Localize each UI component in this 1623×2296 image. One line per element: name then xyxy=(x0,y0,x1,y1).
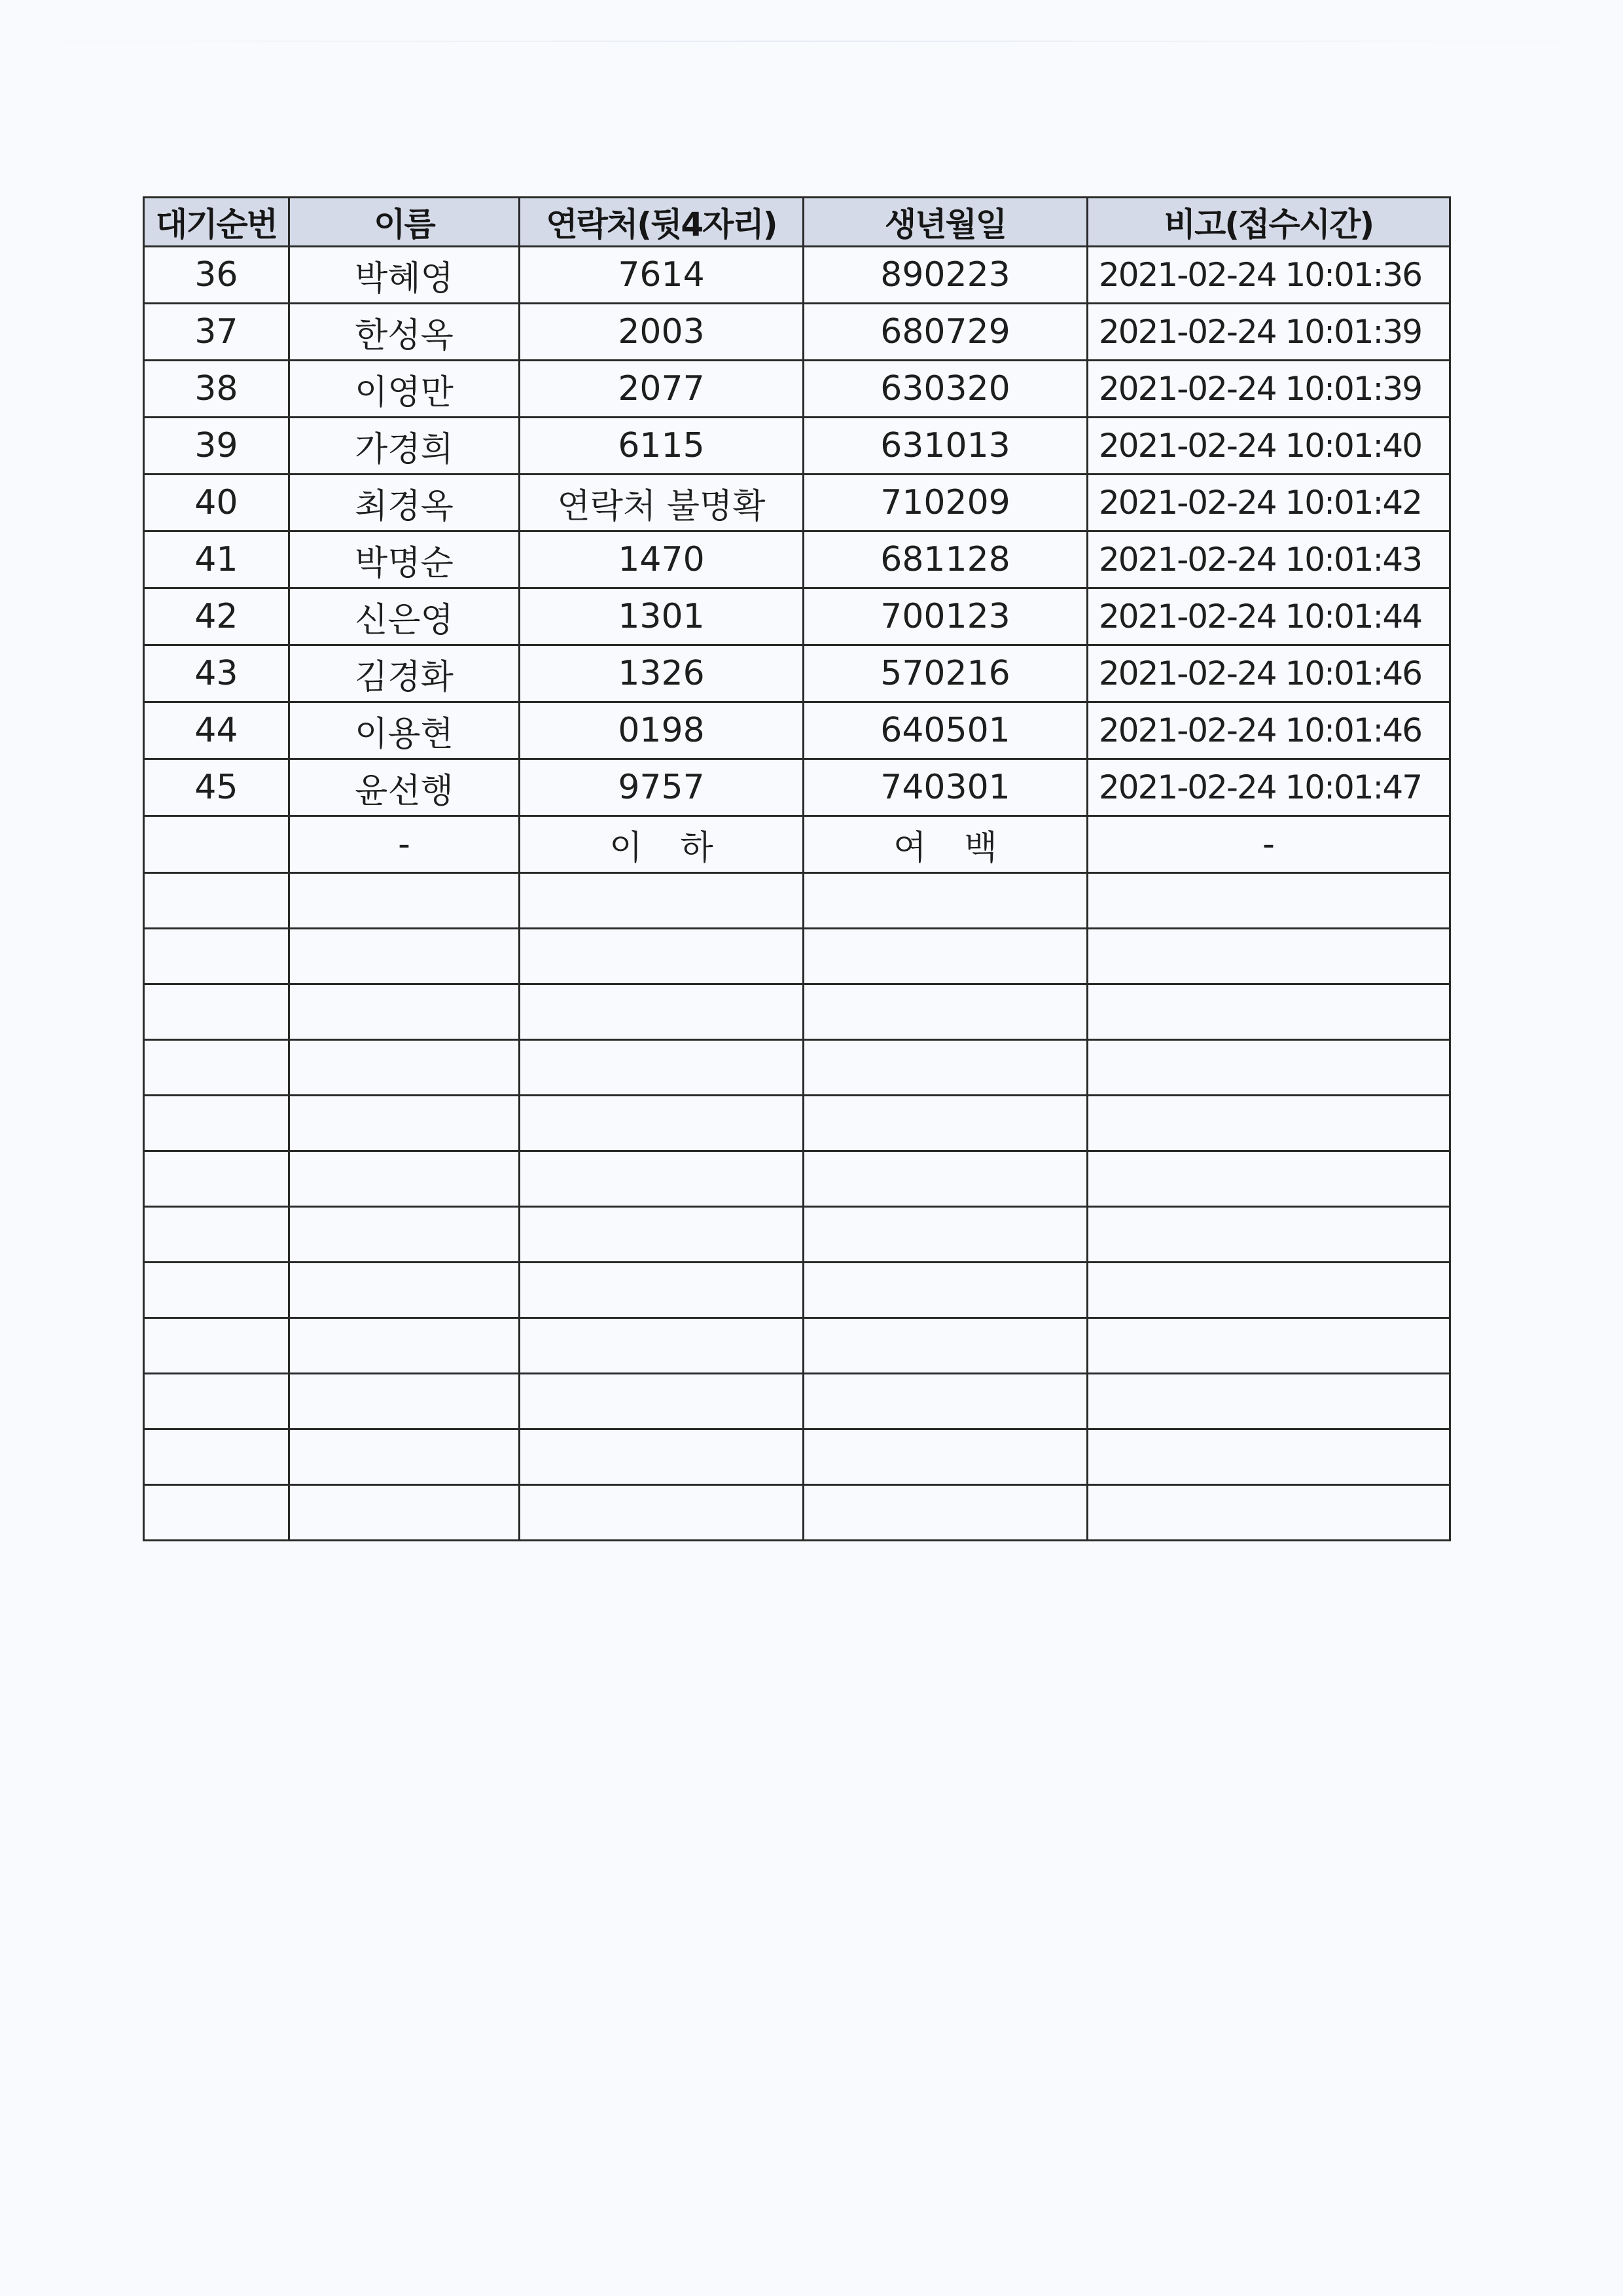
cell-name xyxy=(289,929,520,984)
cell-birthdate xyxy=(804,873,1088,929)
cell-name: 가경희 xyxy=(289,418,520,475)
table-row xyxy=(144,418,1450,475)
cell-birthdate xyxy=(804,984,1088,1040)
table-row xyxy=(144,645,1450,702)
cell-waiting-number xyxy=(144,1485,289,1541)
cell-phone xyxy=(520,1429,804,1485)
cell-birthdate xyxy=(804,1318,1088,1374)
empty-row xyxy=(144,1429,1450,1485)
header-phone: 연락처(뒷4자리) xyxy=(520,198,804,247)
cell-birthdate: 640501 xyxy=(804,702,1088,759)
cell-waiting-number xyxy=(144,1096,289,1151)
header-name: 이름 xyxy=(289,198,520,247)
cell-birthdate: 740301 xyxy=(804,759,1088,816)
table-row xyxy=(144,588,1450,645)
cell-name: 박혜영 xyxy=(289,247,520,304)
header-waiting-number: 대기순번 xyxy=(144,198,289,247)
cell-birthdate: 680729 xyxy=(804,304,1088,361)
cell-name xyxy=(289,1207,520,1263)
cell-birthdate xyxy=(804,1151,1088,1207)
cell-name: 신은영 xyxy=(289,588,520,645)
table-row xyxy=(144,247,1450,304)
cell-phone: 1326 xyxy=(520,645,804,702)
cell-waiting-number xyxy=(144,816,289,873)
cell-phone: 7614 xyxy=(520,247,804,304)
cell-phone xyxy=(520,929,804,984)
cell-waiting-number xyxy=(144,1263,289,1318)
cell-waiting-number: 42 xyxy=(144,588,289,645)
cell-birthdate xyxy=(804,1374,1088,1429)
cell-phone xyxy=(520,984,804,1040)
cell-waiting-number xyxy=(144,984,289,1040)
cell-name xyxy=(289,1263,520,1318)
table-row xyxy=(144,702,1450,759)
cell-waiting-number: 43 xyxy=(144,645,289,702)
cell-name: 이영만 xyxy=(289,361,520,418)
cell-note xyxy=(1088,929,1450,984)
header-birthdate: 생년월일 xyxy=(804,198,1088,247)
cell-birthdate xyxy=(804,1040,1088,1096)
cell-note: 2021-02-24 10:01:40 xyxy=(1088,418,1450,475)
cell-waiting-number xyxy=(144,1318,289,1374)
cell-note: 2021-02-24 10:01:39 xyxy=(1088,361,1450,418)
cell-note: 2021-02-24 10:01:47 xyxy=(1088,759,1450,816)
cell-waiting-number xyxy=(144,929,289,984)
cell-note: 2021-02-24 10:01:36 xyxy=(1088,247,1450,304)
cell-note xyxy=(1088,984,1450,1040)
cell-waiting-number: 41 xyxy=(144,531,289,588)
table-row xyxy=(144,475,1450,531)
cell-birthdate: 631013 xyxy=(804,418,1088,475)
cell-name xyxy=(289,984,520,1040)
cell-waiting-number: 37 xyxy=(144,304,289,361)
empty-row xyxy=(144,929,1450,984)
empty-row xyxy=(144,984,1450,1040)
cell-birthdate: 710209 xyxy=(804,475,1088,531)
cell-name xyxy=(289,1096,520,1151)
cell-birthdate: 여백 xyxy=(804,816,1088,873)
empty-row xyxy=(144,1374,1450,1429)
cell-name: 최경옥 xyxy=(289,475,520,531)
empty-row xyxy=(144,1151,1450,1207)
cell-name xyxy=(289,1040,520,1096)
cell-birthdate: 890223 xyxy=(804,247,1088,304)
cell-phone: 6115 xyxy=(520,418,804,475)
cell-note: - xyxy=(1088,816,1450,873)
cell-phone: 9757 xyxy=(520,759,804,816)
cell-note xyxy=(1088,1207,1450,1263)
cell-phone xyxy=(520,1485,804,1541)
cell-name: 김경화 xyxy=(289,645,520,702)
cell-phone: 1470 xyxy=(520,531,804,588)
cell-note: 2021-02-24 10:01:46 xyxy=(1088,702,1450,759)
cell-waiting-number xyxy=(144,1374,289,1429)
empty-row xyxy=(144,873,1450,929)
cell-phone: 0198 xyxy=(520,702,804,759)
cell-name xyxy=(289,1374,520,1429)
cell-phone: 연락처 불명확 xyxy=(520,475,804,531)
cell-phone xyxy=(520,1374,804,1429)
cell-name: 박명순 xyxy=(289,531,520,588)
table-body xyxy=(144,247,1450,1541)
cell-note xyxy=(1088,1429,1450,1485)
table-row xyxy=(144,361,1450,418)
cell-phone xyxy=(520,873,804,929)
table-row xyxy=(144,759,1450,816)
table-header-row xyxy=(144,198,1450,247)
cell-waiting-number xyxy=(144,1429,289,1485)
cell-phone: 2077 xyxy=(520,361,804,418)
header-note: 비고(접수시간) xyxy=(1088,198,1450,247)
cell-waiting-number: 44 xyxy=(144,702,289,759)
cell-note xyxy=(1088,1151,1450,1207)
cell-birthdate xyxy=(804,1263,1088,1318)
empty-row xyxy=(144,1263,1450,1318)
cell-phone xyxy=(520,1040,804,1096)
cell-waiting-number: 45 xyxy=(144,759,289,816)
cell-waiting-number xyxy=(144,873,289,929)
cell-note xyxy=(1088,873,1450,929)
cell-phone xyxy=(520,1318,804,1374)
cell-note xyxy=(1088,1374,1450,1429)
cell-phone xyxy=(520,1151,804,1207)
cell-note xyxy=(1088,1040,1450,1096)
end-marker-row xyxy=(144,816,1450,873)
cell-name xyxy=(289,1485,520,1541)
cell-waiting-number: 40 xyxy=(144,475,289,531)
cell-note xyxy=(1088,1318,1450,1374)
cell-birthdate: 630320 xyxy=(804,361,1088,418)
cell-note: 2021-02-24 10:01:39 xyxy=(1088,304,1450,361)
cell-note xyxy=(1088,1096,1450,1151)
cell-birthdate xyxy=(804,1207,1088,1263)
cell-name: 이용현 xyxy=(289,702,520,759)
cell-name xyxy=(289,1151,520,1207)
cell-name: - xyxy=(289,816,520,873)
cell-phone xyxy=(520,1207,804,1263)
cell-waiting-number xyxy=(144,1040,289,1096)
cell-birthdate xyxy=(804,1485,1088,1541)
empty-row xyxy=(144,1040,1450,1096)
table-row xyxy=(144,531,1450,588)
cell-waiting-number xyxy=(144,1151,289,1207)
cell-birthdate: 681128 xyxy=(804,531,1088,588)
cell-name: 윤선행 xyxy=(289,759,520,816)
empty-row xyxy=(144,1485,1450,1541)
cell-phone: 이하 xyxy=(520,816,804,873)
cell-note: 2021-02-24 10:01:44 xyxy=(1088,588,1450,645)
cell-phone xyxy=(520,1096,804,1151)
empty-row xyxy=(144,1318,1450,1374)
cell-birthdate xyxy=(804,1096,1088,1151)
cell-note: 2021-02-24 10:01:42 xyxy=(1088,475,1450,531)
cell-note: 2021-02-24 10:01:46 xyxy=(1088,645,1450,702)
cell-waiting-number: 36 xyxy=(144,247,289,304)
cell-name: 한성옥 xyxy=(289,304,520,361)
cell-note xyxy=(1088,1263,1450,1318)
cell-waiting-number xyxy=(144,1207,289,1263)
cell-note: 2021-02-24 10:01:43 xyxy=(1088,531,1450,588)
waiting-list-table xyxy=(143,196,1451,1541)
cell-phone: 1301 xyxy=(520,588,804,645)
cell-note xyxy=(1088,1485,1450,1541)
cell-name xyxy=(289,873,520,929)
scan-edge-line xyxy=(0,41,1623,42)
cell-name xyxy=(289,1318,520,1374)
cell-phone: 2003 xyxy=(520,304,804,361)
empty-row xyxy=(144,1096,1450,1151)
cell-birthdate: 700123 xyxy=(804,588,1088,645)
cell-waiting-number: 38 xyxy=(144,361,289,418)
cell-name xyxy=(289,1429,520,1485)
cell-waiting-number: 39 xyxy=(144,418,289,475)
cell-birthdate xyxy=(804,1429,1088,1485)
cell-birthdate xyxy=(804,929,1088,984)
cell-birthdate: 570216 xyxy=(804,645,1088,702)
cell-phone xyxy=(520,1263,804,1318)
table-row xyxy=(144,304,1450,361)
empty-row xyxy=(144,1207,1450,1263)
